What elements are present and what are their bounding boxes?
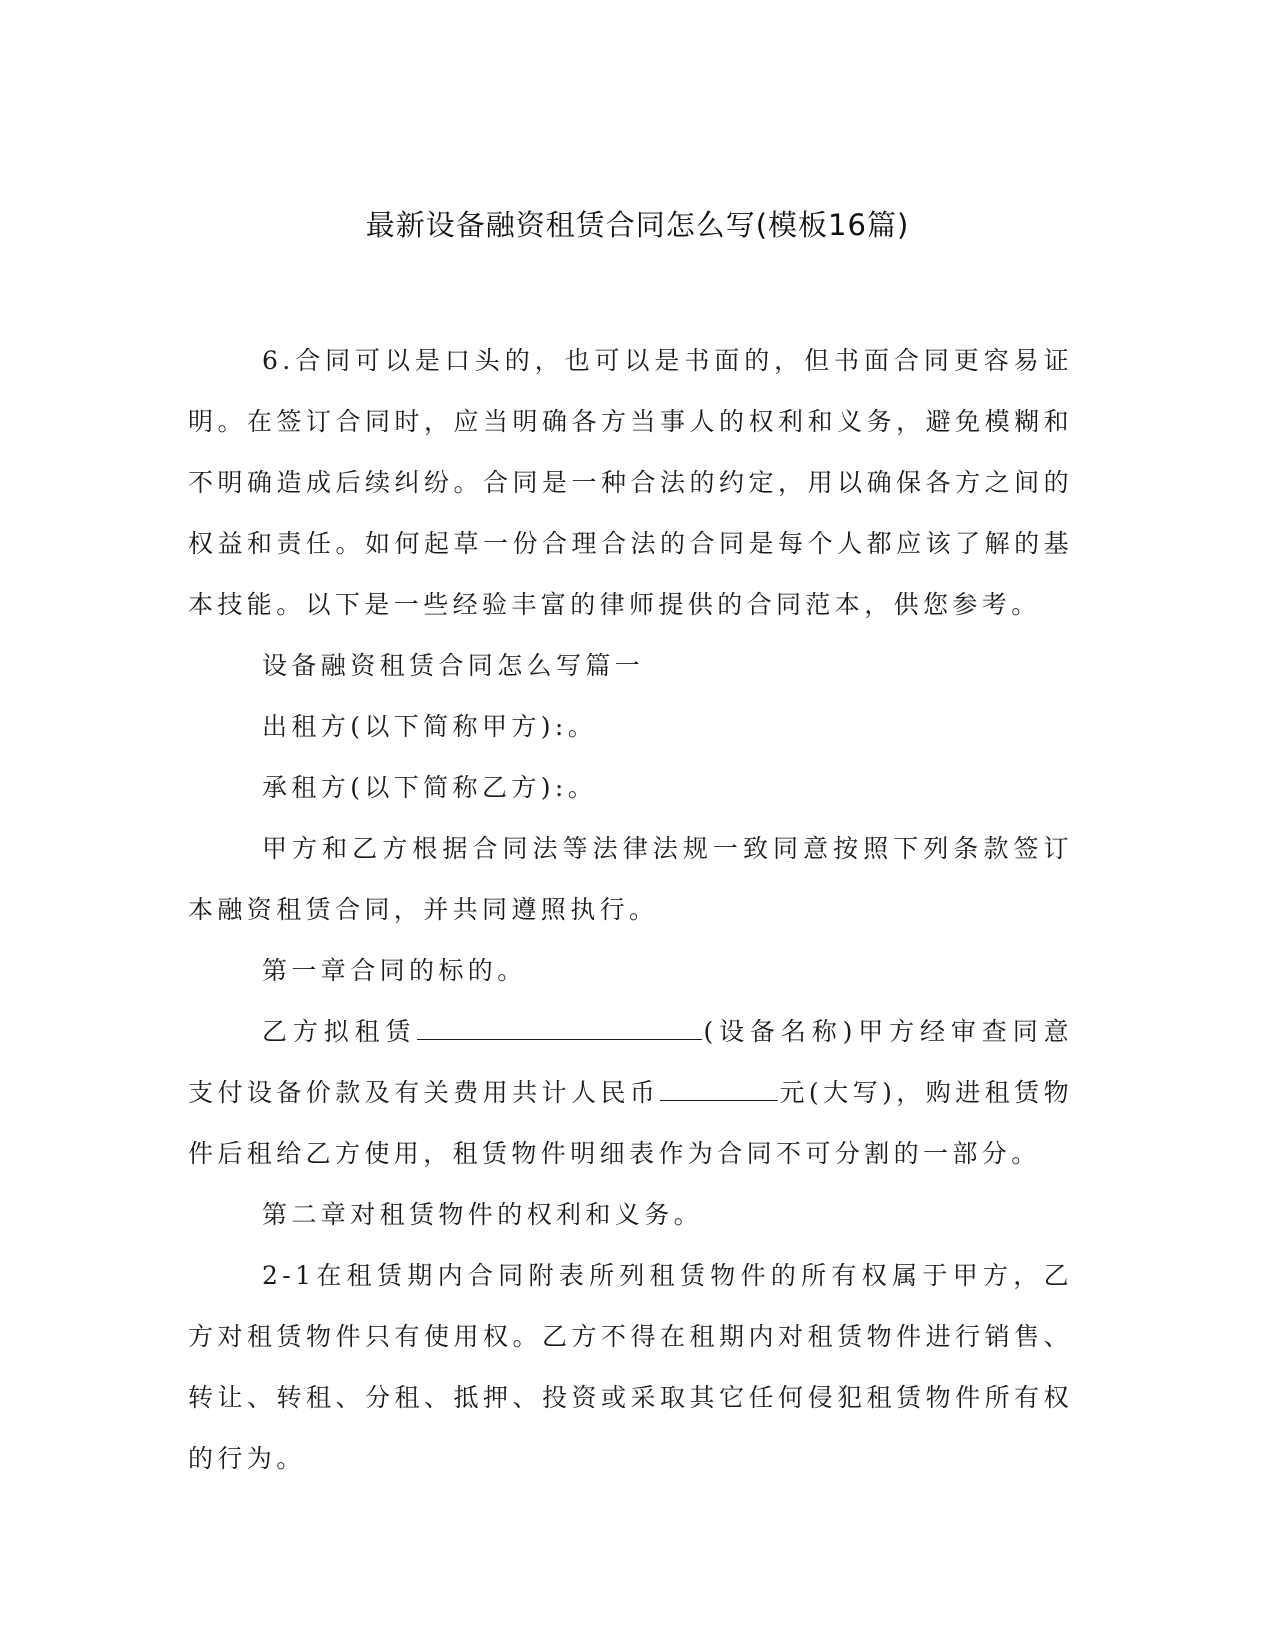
intro-paragraph: 6.合同可以是口头的，也可以是书面的，但书面合同更容易证明。在签订合同时，应当明确各方当事人的权利和义务，避免模糊和不明确造成后续纠纷。合同是一种合法的约定，用以确保各方之间的权益和责任。如何起草一份合理合法的合同是每个人都应该了解的基本技能。以下是一些经验丰富的律师提供的合同范本，供您参考。 (188, 346, 1073, 619)
document-title: 最新设备融资租赁合同怎么写(模板16篇) (365, 208, 910, 242)
equipment-name-blank (417, 1017, 702, 1040)
lessee-line: 承租方(以下简称乙方):。 (262, 773, 598, 802)
chapter-2-heading: 第二章对租赁物件的权利和义务。 (262, 1200, 704, 1229)
chapter-1-heading: 第一章合同的标的。 (262, 956, 527, 985)
amount-blank (660, 1078, 778, 1101)
section-heading: 设备融资租赁合同怎么写篇一 (262, 651, 645, 680)
lease-paragraph (188, 1001, 1073, 1184)
lessor-line: 出租方(以下简称甲方):。 (262, 712, 598, 741)
document-body (188, 330, 1073, 1489)
lease-text-part-1: 乙方拟租赁 (262, 1017, 417, 1046)
agreement-paragraph: 甲方和乙方根据合同法等法律法规一致同意按照下列条款签订本融资租赁合同，并共同遵照执行。 (188, 834, 1073, 924)
clause-2-1-paragraph: 2-1在租赁期内合同附表所列租赁物件的所有权属于甲方，乙方对租赁物件只有使用权。乙方不得在租期内对租赁物件进行销售、转让、转租、分租、抵押、投资或采取其它任何侵犯租赁物件所有权的行为。 (188, 1261, 1073, 1473)
lease-text-part-3: 元(大写)，购进租赁物件后租给乙方使用，租赁物件明细表作为合同不可分割的一部分。 (188, 1078, 1073, 1168)
lease-text-part-2: (设备名称)甲方经审查同意支付设备价款及有关费用共计人民币 (188, 1017, 1073, 1107)
